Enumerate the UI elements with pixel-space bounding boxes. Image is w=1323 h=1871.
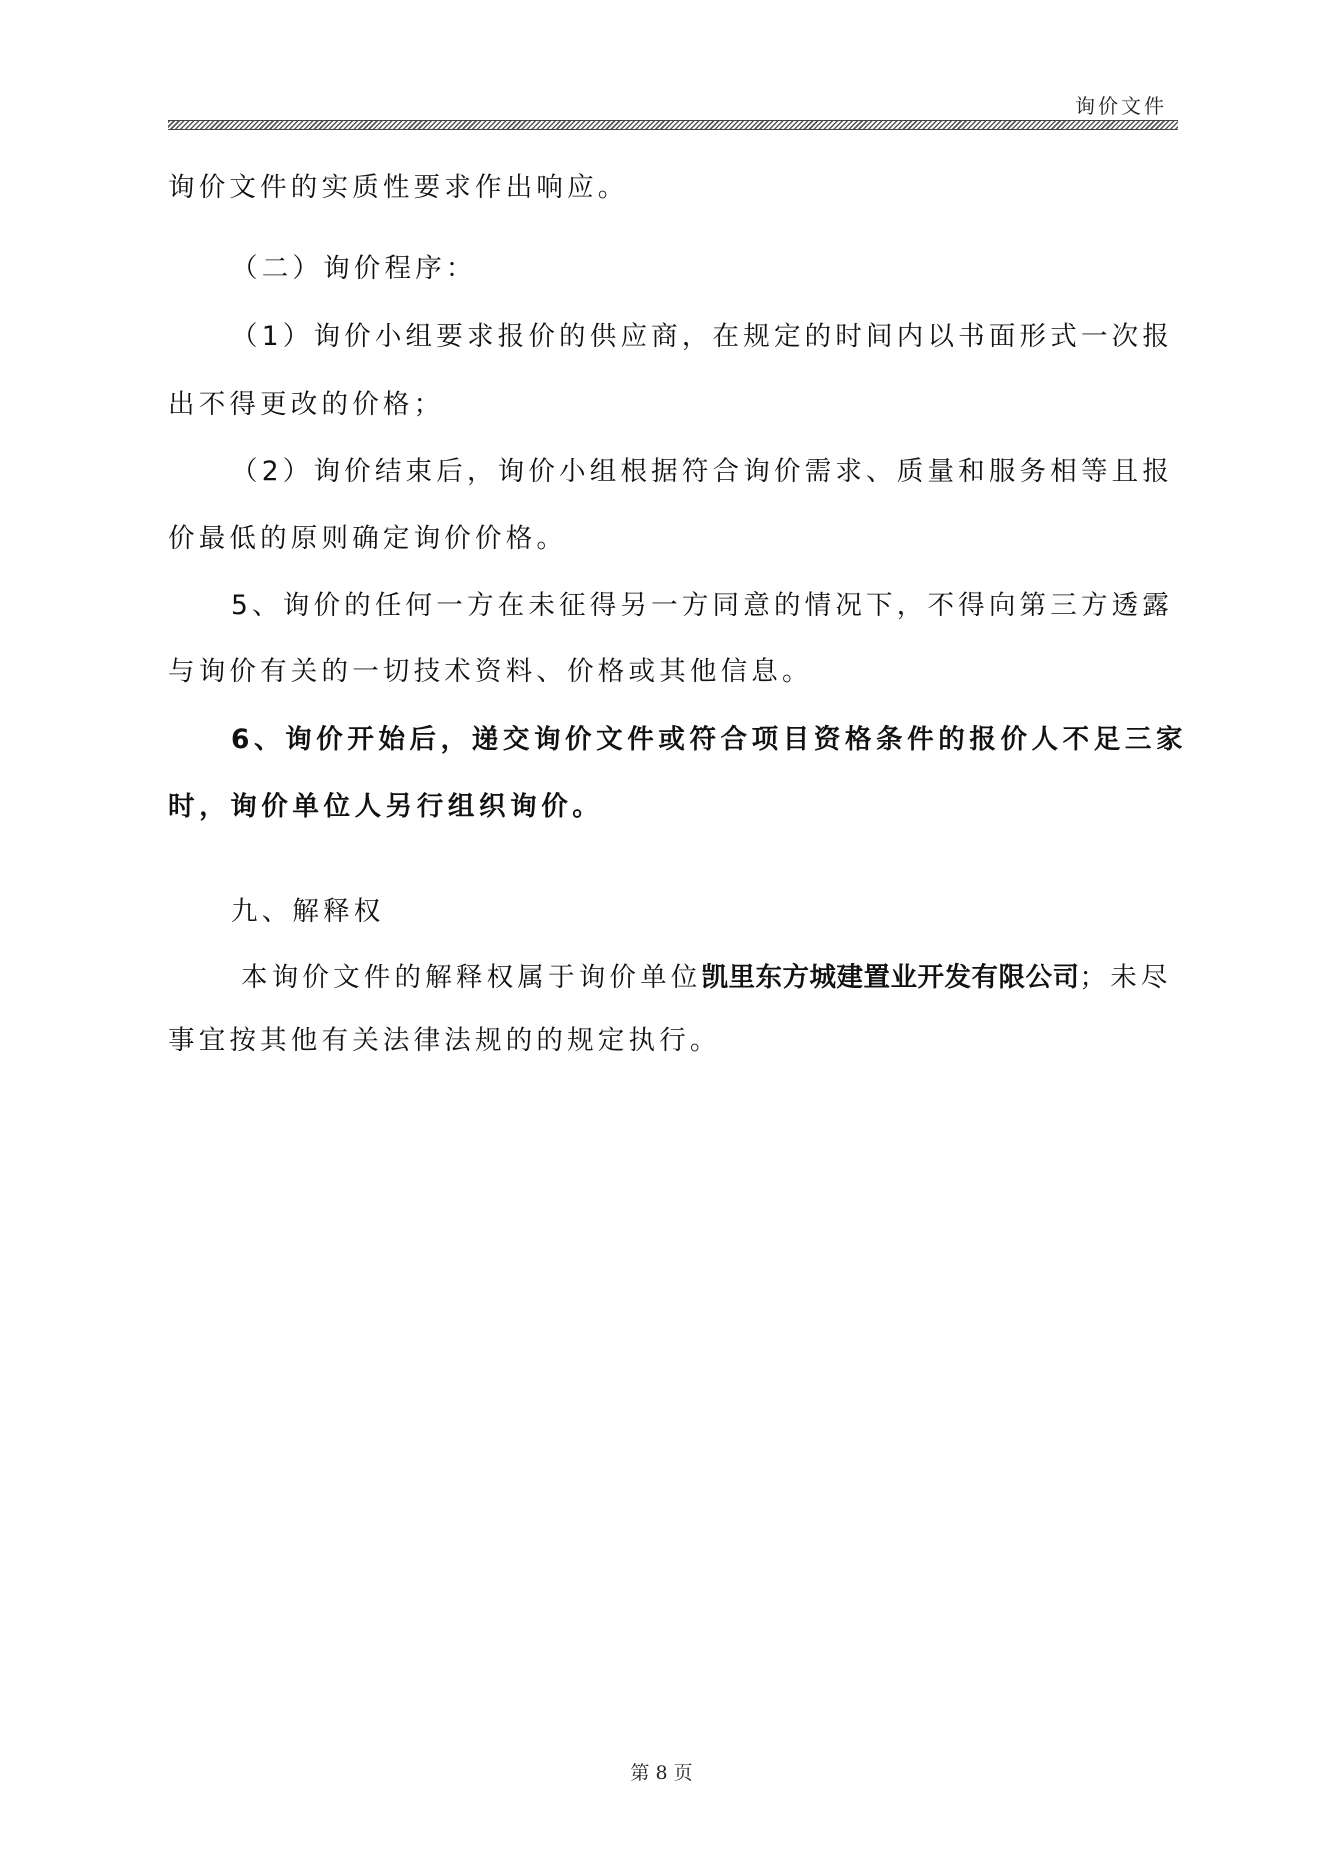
header-rule <box>168 120 1178 130</box>
paragraph-line: （2）询价结束后，询价小组根据符合询价需求、质量和服务相等且报 <box>231 456 1174 487</box>
paragraph-line: 出不得更改的价格； <box>168 389 445 420</box>
paragraph-text: 本询价文件的解释权属于询价单位 <box>241 962 702 993</box>
paragraph-line: 5、询价的任何一方在未征得另一方同意的情况下，不得向第三方透露 <box>231 590 1174 621</box>
paragraph-line: （1）询价小组要求报价的供应商，在规定的时间内以书面形式一次报 <box>231 321 1174 352</box>
paragraph-line <box>241 955 1172 994</box>
paragraph-line: 事宜按其他有关法律法规的的规定执行。 <box>168 1025 721 1056</box>
paragraph-line: 询价文件的实质性要求作出响应。 <box>168 172 629 203</box>
paragraph-text: ；未尽 <box>1079 962 1172 993</box>
paragraph-line: 与询价有关的一切技术资料、价格或其他信息。 <box>168 656 813 687</box>
section-heading: （二）询价程序： <box>231 253 477 284</box>
page-number: 第 8 页 <box>630 1762 693 1784</box>
bold-paragraph-line: 6、询价开始后，递交询价文件或符合项目资格条件的报价人不足三家 <box>231 724 1188 755</box>
company-name: 凯里东方城建置业开发有限公司 <box>701 962 1080 993</box>
section-heading: 九、解释权 <box>231 896 385 927</box>
header-title: 询价文件 <box>1075 94 1167 118</box>
paragraph-line: 价最低的原则确定询价价格。 <box>168 523 568 554</box>
bold-paragraph-line: 时，询价单位人另行组织询价。 <box>168 791 604 822</box>
